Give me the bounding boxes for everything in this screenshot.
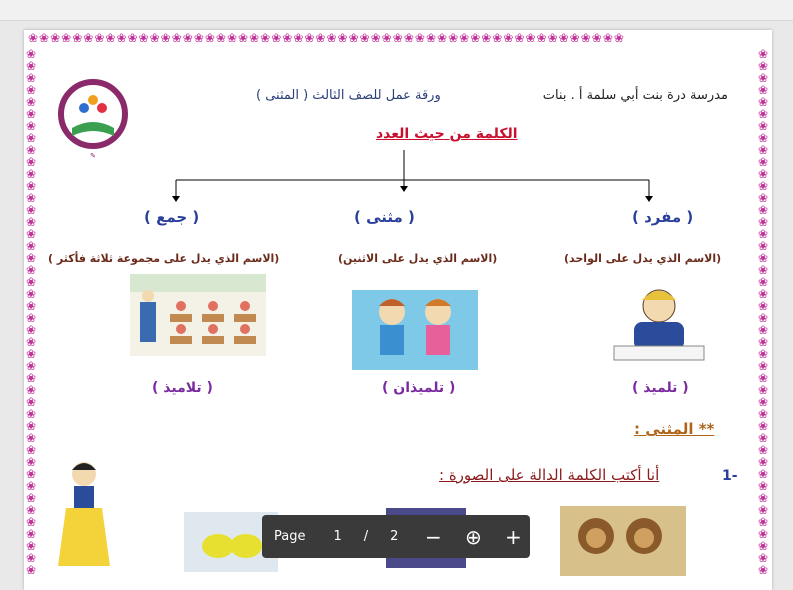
lions-image xyxy=(560,506,686,576)
dual-students-image xyxy=(352,290,478,370)
question-text: أنا أكتب الكلمة الدالة على الصورة : xyxy=(439,466,660,484)
main-title: الكلمة من حيث العدد xyxy=(376,126,518,142)
dual-section-title: ** المثنى : xyxy=(634,420,715,438)
pdf-page-toolbar xyxy=(262,515,530,558)
worksheet-title: ورقة عمل للصف الثالث ( المثنى ) xyxy=(256,88,441,103)
page-label: Page xyxy=(274,529,306,544)
zoom-icon: ⊕ xyxy=(465,524,482,549)
school-name: مدرسة درة بنت أبي سلمة أ . بنات xyxy=(542,88,728,103)
zoom-button[interactable] xyxy=(458,522,488,552)
current-page-input[interactable]: 1 xyxy=(333,529,342,544)
plural-definition: (الاسم الذي يدل على مجموعة ثلاثة فأكثر ) xyxy=(48,252,280,265)
singular-definition: (الاسم الذي يدل على الواحد) xyxy=(564,252,722,265)
plural-title: ( جمع ) xyxy=(144,208,200,226)
browser-top-bar xyxy=(0,0,793,21)
tree-diagram-lines xyxy=(24,30,772,230)
dual-definition: (الاسم الذي يدل على الاثنين) xyxy=(338,252,498,265)
plus-icon: + xyxy=(505,524,522,549)
question-number: 1- xyxy=(722,468,738,484)
princess-image xyxy=(54,456,114,566)
zoom-out-button[interactable] xyxy=(418,522,448,552)
plural-example: ( تلاميذ ) xyxy=(152,380,213,396)
decorative-border-top: ❀❀❀❀❀❀❀❀❀❀❀❀❀❀❀❀❀❀❀❀❀❀❀❀❀❀❀❀❀❀❀❀❀❀❀❀❀❀❀❀❀❀❀❀❀❀❀❀❀❀❀❀❀❀ xyxy=(28,32,625,44)
decorative-border-left: ❀❀❀❀❀❀❀❀❀❀❀❀❀❀❀❀❀❀❀❀❀❀❀❀❀❀❀❀❀❀❀❀❀❀❀❀❀❀❀❀❀❀❀❀ xyxy=(26,48,38,577)
singular-example: ( تلميذ ) xyxy=(632,380,689,396)
minus-icon: − xyxy=(425,524,442,549)
plural-students-image xyxy=(130,274,266,356)
singular-title: ( مفرد ) xyxy=(632,208,694,226)
svg-text:✎: ✎ xyxy=(90,152,96,160)
page-separator: / xyxy=(363,529,369,544)
decorative-border-right: ❀❀❀❀❀❀❀❀❀❀❀❀❀❀❀❀❀❀❀❀❀❀❀❀❀❀❀❀❀❀❀❀❀❀❀❀❀❀❀❀❀❀❀❀ xyxy=(758,48,770,577)
dual-title: ( مثنى ) xyxy=(354,208,415,226)
total-pages: 2 xyxy=(390,529,399,544)
document-page xyxy=(24,30,772,590)
dual-example: ( تلميذان ) xyxy=(382,380,456,396)
zoom-in-button[interactable] xyxy=(498,522,528,552)
singular-student-image xyxy=(604,282,714,368)
